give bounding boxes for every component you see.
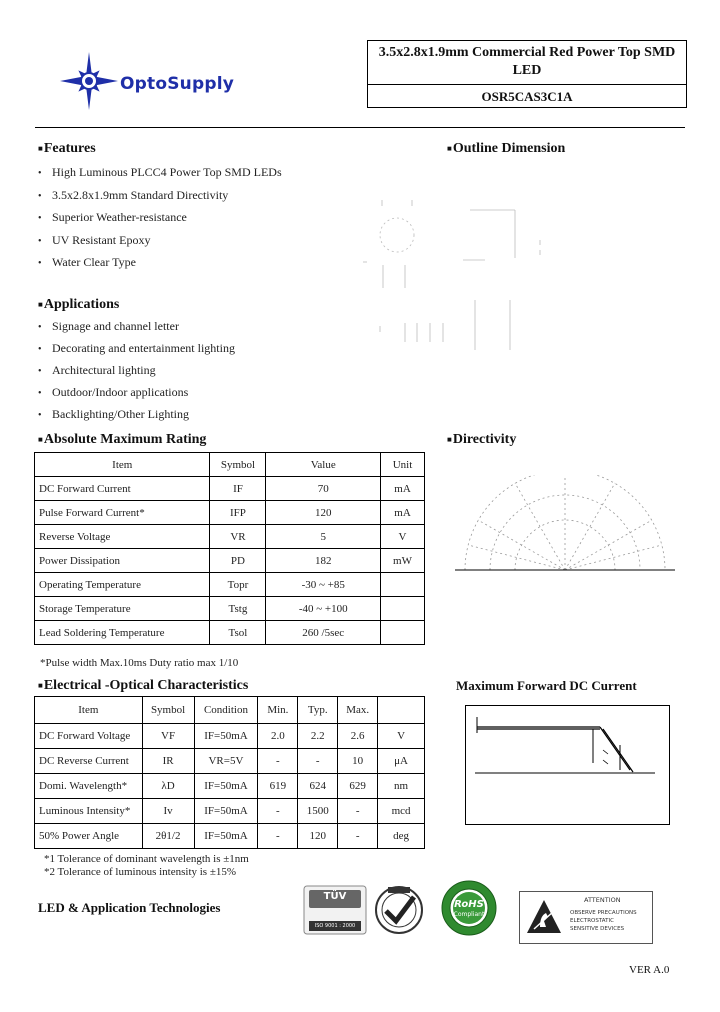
unit-cell: V (378, 724, 425, 749)
electro-optical-table (34, 696, 425, 849)
condition-cell: IF=50mA (194, 724, 258, 749)
features-heading: ■Features (38, 141, 96, 156)
list-item: • 3.5x2.8x1.9mm Standard Directivity (38, 187, 229, 202)
directivity-heading: ■Directivity (447, 432, 517, 447)
logo (60, 52, 118, 110)
unit-cell (381, 597, 425, 621)
typ-cell: 120 (298, 824, 338, 849)
item-cell: Domi. Wavelength* (35, 774, 143, 799)
max-cell: 629 (338, 774, 378, 799)
table-header-row (35, 453, 425, 477)
square-bullet-icon: ■ (447, 435, 452, 445)
value-cell: -40 ~ +100 (266, 597, 381, 621)
unit-cell: nm (378, 774, 425, 799)
electro-optical-heading: ■Electrical -Optical Characteristics (38, 678, 249, 693)
unit-cell: deg (378, 824, 425, 849)
features-list (38, 165, 282, 278)
min-cell: - (258, 824, 298, 849)
table-row (35, 724, 425, 749)
max-cell: 10 (338, 749, 378, 774)
item-cell: Luminous Intensity* (35, 799, 143, 824)
iso-label: ISO 9001 : 2000 (314, 923, 356, 929)
header-cell: Value (266, 453, 381, 477)
table-row (35, 501, 425, 525)
list-item: • Architectural lighting (38, 363, 156, 377)
condition-cell: IF=50mA (194, 824, 258, 849)
star-logo-icon (60, 52, 118, 110)
item-cell: Pulse Forward Current* (35, 501, 210, 525)
tuv-certification-badge (303, 885, 367, 935)
min-cell: 2.0 (258, 724, 298, 749)
table-row (35, 477, 425, 501)
rohs-compliant-badge (435, 880, 503, 936)
header-cell: Typ. (298, 697, 338, 724)
unit-cell: mA (381, 501, 425, 525)
symbol-cell: IF (210, 477, 266, 501)
table-row (35, 774, 425, 799)
unit-cell: μA (378, 749, 425, 774)
unit-cell (381, 573, 425, 597)
unit-cell: mW (381, 549, 425, 573)
abs-max-table (34, 452, 425, 645)
max-current-heading: Maximum Forward DC Current (456, 678, 637, 693)
table-row (35, 621, 425, 645)
rohs-sub-label: Compliant (453, 911, 485, 918)
unit-cell: V (381, 525, 425, 549)
square-bullet-icon: ■ (38, 300, 43, 310)
header-cell: Condition (194, 697, 258, 724)
attention-title: ATTENTION (584, 896, 621, 904)
symbol-cell: Topr (210, 573, 266, 597)
checkmark-seal-icon (370, 885, 428, 935)
max-current-derating-chart (465, 705, 670, 825)
table-row (35, 597, 425, 621)
max-cell: - (338, 799, 378, 824)
outline-dimension-drawing (355, 180, 555, 350)
table-row (35, 799, 425, 824)
list-item: • Water Clear Type (38, 255, 136, 269)
typ-cell: 624 (298, 774, 338, 799)
abs-max-heading: ■Absolute Maximum Rating (38, 432, 207, 447)
value-cell: 5 (266, 525, 381, 549)
item-cell: DC Forward Voltage (35, 724, 143, 749)
unit-cell: mA (381, 477, 425, 501)
condition-cell: IF=50mA (194, 774, 258, 799)
symbol-cell: λD (142, 774, 194, 799)
square-bullet-icon: ■ (38, 681, 43, 691)
value-cell: 260 /5sec (266, 621, 381, 645)
directivity-polar-plot (455, 475, 675, 580)
min-cell: - (258, 749, 298, 774)
title-box (367, 40, 687, 108)
header-cell: Unit (381, 453, 425, 477)
tuv-label: TÜV (323, 891, 347, 902)
attention-line: SENSITIVE DEVICES (570, 926, 625, 932)
square-bullet-icon: ■ (38, 144, 43, 154)
applications-heading: ■Applications (38, 297, 120, 312)
unit-cell: mcd (378, 799, 425, 824)
condition-cell: VR=5V (194, 749, 258, 774)
unit-cell (381, 621, 425, 645)
tolerance-note-intensity: *2 Tolerance of luminous intensity is ±15% (44, 866, 237, 878)
square-bullet-icon: ■ (447, 144, 452, 154)
item-cell: Operating Temperature (35, 573, 210, 597)
item-cell: Storage Temperature (35, 597, 210, 621)
header-cell: Item (35, 453, 210, 477)
list-item: • Superior Weather-resistance (38, 210, 187, 224)
value-cell: 120 (266, 501, 381, 525)
value-cell: 70 (266, 477, 381, 501)
applications-list (38, 319, 235, 429)
header-cell: Max. (338, 697, 378, 724)
header-cell: Min. (258, 697, 298, 724)
header-cell: Symbol (142, 697, 194, 724)
list-item: • UV Resistant Epoxy (38, 232, 151, 247)
list-item: • Outdoor/Indoor applications (38, 385, 189, 399)
brand-name: OptoSupply (120, 74, 235, 94)
square-bullet-icon: ■ (38, 435, 43, 445)
item-cell: DC Reverse Current (35, 749, 143, 774)
table-row (35, 549, 425, 573)
symbol-cell: Tsol (210, 621, 266, 645)
part-number: OSR5CAS3C1A (481, 89, 573, 104)
pulse-note: *Pulse width Max.10ms Duty ratio max 1/10 (40, 657, 239, 669)
typ-cell: 2.2 (298, 724, 338, 749)
list-item: • Decorating and entertainment lighting (38, 341, 235, 355)
esd-warning-icon (526, 899, 562, 935)
list-item: • Backlighting/Other Lighting (38, 407, 189, 421)
item-cell: Power Dissipation (35, 549, 210, 573)
list-item: • Signage and channel letter (38, 319, 179, 333)
header-cell (378, 697, 425, 724)
table-row (35, 525, 425, 549)
outline-heading: ■Outline Dimension (447, 141, 566, 156)
attention-line: ELECTROSTATIC (570, 918, 614, 924)
symbol-cell: Tstg (210, 597, 266, 621)
symbol-cell: IR (142, 749, 194, 774)
typ-cell: 1500 (298, 799, 338, 824)
max-cell: 2.6 (338, 724, 378, 749)
symbol-cell: IFP (210, 501, 266, 525)
condition-cell: IF=50mA (194, 799, 258, 824)
attention-line: OBSERVE PRECAUTIONS (570, 910, 637, 916)
header-divider (35, 127, 685, 128)
table-row (35, 749, 425, 774)
version-label: VER A.0 (629, 964, 670, 976)
table-row (35, 573, 425, 597)
tolerance-note-wavelength: *1 Tolerance of dominant wavelength is ±1nm (44, 853, 249, 865)
symbol-cell: 2θ1/2 (142, 824, 194, 849)
quality-check-badge (370, 885, 428, 935)
rohs-label: RoHS (454, 899, 484, 910)
company-name: LED & Application Technologies (38, 900, 221, 915)
typ-cell: - (298, 749, 338, 774)
min-cell: - (258, 799, 298, 824)
item-cell: 50% Power Angle (35, 824, 143, 849)
item-cell: DC Forward Current (35, 477, 210, 501)
product-title: 3.5x2.8x1.9mm Commercial Red Power Top SMD LED (378, 45, 676, 78)
header-cell: Symbol (210, 453, 266, 477)
value-cell: 182 (266, 549, 381, 573)
min-cell: 619 (258, 774, 298, 799)
header-cell: Item (35, 697, 143, 724)
value-cell: -30 ~ +85 (266, 573, 381, 597)
symbol-cell: VR (210, 525, 266, 549)
table-header-row (35, 697, 425, 724)
item-cell: Reverse Voltage (35, 525, 210, 549)
max-cell: - (338, 824, 378, 849)
list-item: • High Luminous PLCC4 Power Top SMD LEDs (38, 165, 282, 179)
symbol-cell: PD (210, 549, 266, 573)
esd-attention-box (519, 891, 653, 944)
symbol-cell: VF (142, 724, 194, 749)
symbol-cell: Iv (142, 799, 194, 824)
item-cell: Lead Soldering Temperature (35, 621, 210, 645)
table-row (35, 824, 425, 849)
